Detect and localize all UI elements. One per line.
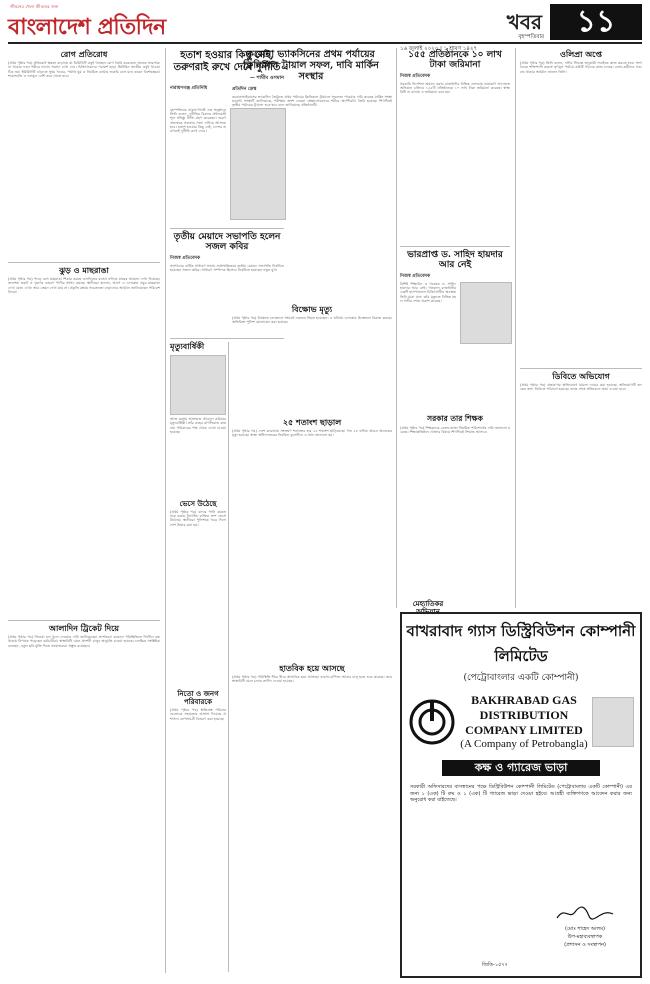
- headline: বিক্ষোভ মৃত্যু: [291, 304, 333, 314]
- headline: তৃতীয় মেয়াদে সভাপতি হলেন সজল কবির: [173, 232, 281, 253]
- article-shikkhok: [400, 415, 510, 596]
- article-vese-utheche: [170, 500, 226, 680]
- headline: ওলিপ্রা অপ্তে: [560, 49, 602, 59]
- article-25-percent: [232, 418, 392, 659]
- article-bikkhov: [232, 305, 392, 416]
- column-rule: [396, 48, 397, 608]
- ad-company-name-en: BAKHRABAD GAS DISTRIBUTION COMPANY LIMITED: [465, 693, 583, 737]
- signatory-title: উপ-মহাব্যবস্থাপক: [567, 934, 603, 940]
- newspaper-logo: [8, 4, 208, 44]
- headline: ঝুড় ও মাছরাঙা: [59, 265, 109, 275]
- article-body: (প্রথম পৃষ্ঠার পর) পরিস্থিতি ধীরে ধীরে স্বাভাবিক হয়ে আসছে। ব্যবসা-বাণিজ্য আবার চালু হতে শুরু করেছে। তবে স্বাস্থ্যবিধি মেনে চলার তাগিদ দেওয়া হয়েছে।: [232, 675, 392, 684]
- article-hatbik: [232, 664, 392, 965]
- headline: সরকার তার শিক্ষক: [427, 414, 483, 423]
- logo-text: বাংলাদেশ প্রতিদিন: [8, 14, 166, 40]
- logo-tagline: জীবনের খেলা জীবনের জন্য: [10, 4, 59, 9]
- article-body: বৃহস্পতিবার নারায়ণগঞ্জে এক অনুষ্ঠানে তিনি বলেন, দুর্নীতির বিরুদ্ধে প্রধানমন্ত্রী শূন্য সহিষ্ণু নীতি গ্রহণ করেছেন। তরুণ প্রজন্মকে সততার সঙ্গে এগিয়ে আসতে হবে। হতাশ হওয়ার কিছু নেই, দেশের তরুণরাই দুর্নীতি রুখে দেবে।: [170, 108, 226, 134]
- ad-footer-id: জিডি-১৫৭৭: [482, 962, 508, 968]
- header-rule: [8, 42, 642, 44]
- reporter: প্রতিদিন ডেস্ক: [232, 86, 257, 92]
- reporter: নিজস্ব প্রতিবেদক: [400, 273, 431, 279]
- column-rule: [165, 48, 166, 973]
- article-mach-ranga: [8, 266, 160, 619]
- article-photo: [460, 282, 512, 344]
- article-body: (প্রথম পৃষ্ঠার পর) তিনি বলেন, দলীয় সিদ্ধান্ত অনুযায়ী সবাইকে কাজ করতে হবে। সংগঠনকে শক্তিশালী করতে তৃণমূল পর্যায়ে কমিটি গঠনের কাজ চলছে। নেতা-কর্মীদের ঐক্যবদ্ধ থাকার আহ্বান জানান তিনি।: [520, 61, 642, 74]
- headline: মেহ্যাতিকর অভিযান: [412, 599, 444, 617]
- article-db-ovijog: [520, 372, 642, 609]
- headline: আলাদিন ট্রিকেট দিয়ে: [48, 623, 119, 633]
- lead-headline: করোনা ভ্যাকসিনের প্রথম পর্যায়ের ক্লিনিকাল ট্রায়াল সফল, দাবি মার্কিন সংস্থার: [243, 49, 379, 82]
- reporter: নিজস্ব প্রতিবেদক: [400, 73, 431, 79]
- article-sahid-haider: [400, 250, 510, 280]
- headline: ভারপ্রাপ্ত ড. সাহিদ হায়দার আর নেই: [407, 250, 503, 271]
- ad-subtitle-en: (A Company of Petrobangla): [460, 738, 588, 750]
- article-body: সংগঠনের বার্ষিক সাধারণ সভায় সর্বসম্মতিক্রমে তৃতীয় মেয়াদে সভাপতি নির্বাচিত হয়েছেন সজল কবির। সাধারণ সম্পাদক হিসেবে নির্বাচিত হয়েছেন নতুন মুখ।: [170, 263, 284, 272]
- headline: ডিবিতে অভিযোগ: [552, 371, 610, 381]
- article-body: (প্রথম পৃষ্ঠার পর) বিক্ষোভ চলাকালে সংঘর্ষে একজন নিহত হয়েছেন। এ ঘটনায় এলাকায় উত্তেজনা বিরাজ করছে। অতিরিক্ত পুলিশ মোতায়েন করা হয়েছে।: [232, 316, 392, 325]
- ad-subtitle-bn: (পেট্রোবাংলার একটি কোম্পানী): [463, 673, 579, 683]
- headline: হাতবিক হয়ে আসছে: [279, 663, 345, 673]
- headline: ভেসে উঠেছে: [179, 499, 217, 508]
- headline: ২৫ শতাংশ ছাড়াল: [282, 417, 342, 427]
- article-body: বিশিষ্ট শিক্ষাবিদ ও গবেষক ড. সাহিদ হায়দার আর নেই। গতকাল রাজধানীর একটি হাসপাতালে চিকিৎসাধীন অবস্থায় তিনি মারা যান। তাঁর মৃত্যুতে বিভিন্ন মহল গভীর শোক প্রকাশ করেছে।: [400, 282, 456, 303]
- signatory-dept: (প্রশাসন ও সংস্থাপন): [564, 942, 606, 948]
- weekday: বৃহস্পতিবার: [518, 34, 544, 40]
- article-body: (প্রথম পৃষ্ঠার পর) প্রতারণার অভিযোগে মামলা দায়ের করা হয়েছে। অভিযোগটি তদন্তের জন্য ডিবিতে পাঠানো হয়েছে। তদন্ত শেষে প্রতিবেদন জমা দেওয়া হবে।: [520, 383, 642, 392]
- page-number: ১১: [550, 4, 642, 40]
- headline: রোগ প্রতিরোধ: [60, 49, 108, 59]
- reporter: নিজস্ব প্রতিবেদক: [170, 255, 201, 261]
- headline: নিতো ও জনগ পরিবারকে: [177, 689, 219, 707]
- signature-block: [540, 904, 630, 950]
- article-body: (প্রথম পৃষ্ঠার পর) বন্যার পানি কমতে শুরু করায় নিখোঁজ ব্যক্তির লাশ ভেসে উঠেছে। স্থানীয়রা পুলিশকে খবর দিলে লাশ উদ্ধার করা হয়।: [170, 510, 226, 527]
- ad-notice-title: কক্ষ ও গ্যারেজ ভাড়া: [442, 760, 600, 776]
- obituary: [170, 342, 226, 477]
- article-body: (প্রথম পৃষ্ঠার পর) পাড়ে বসে মাছরাঙা শিকার করছে ডলফিনের মতো। নদীতে মাছের আকাল দেখা দিয়েছে। জলাশয় ভরাট ও দূষণের কারণে পাখির সংখ্যা কমছে। স্থানীয়রা জানান, আগে এ এলাকায় প্রচুর মাছরাঙা দেখা যেত। এখন আর তেমন দেখা যায় না। প্রকৃতি রক্ষায় সচেতনতা বাড়ানোর আহ্বান জানিয়েছেন পরিবেশবিদরা।: [8, 277, 160, 294]
- portrait-photo: [592, 697, 634, 747]
- byline: — শামীম ওসমান: [249, 75, 284, 81]
- obituary-photo: [170, 355, 226, 415]
- ad-company-name-bn: বাখরাবাদ গ্যাস ডিস্ট্রিবিউশন কোম্পানী লিমিটেড: [406, 622, 636, 665]
- article-rog-protirodh: [8, 50, 160, 261]
- article-body: (প্রথম পৃষ্ঠার পর) শিক্ষকদের বেতন-ভাতা নিয়মিত পরিশোধের দাবি জানানো হয়েছে। শিক্ষাপ্রতিষ্ঠান খোলার বিষয়ে শিগগিরই সিদ্ধান্ত আসবে।: [400, 425, 510, 434]
- ad-body: সরকারী অফিসারদের বাসস্থানের পক্ষে ডিস্ট্রিবিউশন কোম্পানী লিমিটেড (পেট্রোবাংলার একটি কোম্পানী) এর জন্য ১ (এক) টি রুম ও ১ (এক) টি গ্যারেজ ভাড়া দেওয়া হইবে। আগ্রহী ব্যক্তিগণকে আবেদন করার জন্য অনুরোধ করা যাইতেছে।: [410, 784, 632, 803]
- article-body: আজ মরহুম আলহাজ আবদুল করিমের মৃত্যুবার্ষিকী। তাঁর রুহের মাগফিরাত কামনায় পরিবারের পক্ষ থেকে দোয়া চাওয়া হয়েছে।: [170, 417, 226, 434]
- section-title: খবর: [506, 10, 542, 34]
- signature-icon: [555, 904, 615, 922]
- lead-article: [232, 50, 392, 245]
- article-body: সরকারি নির্দেশনা অমান্য করায় রাজধানীর বিভিন্ন এলাকায় ভ্রাম্যমাণ আদালত অভিযান চালিয়ে ১৫৫টি প্রতিষ্ঠানকে ১০ লাখ টাকা জরিমানা করেছে। স্বাস্থ্যবিধি না মানায় এ জরিমানা করা হয়।: [400, 81, 510, 95]
- headline: মৃত্যুবার্ষিকী: [170, 341, 205, 351]
- article-body: করোনাভাইরাসের ভ্যাকসিন তৈরিতে প্রথম পর্যায়ের ক্লিনিকাল ট্রায়ালে সফলতা পাওয়ার দাবি করেছে মার্কিন সংস্থা মডার্না। সংস্থাটি জানিয়েছে, পরীক্ষায় অংশ নেওয়া স্বেচ্ছাসেবকদের শরীরে অ্যান্টিবডি তৈরি হয়েছে। শিগগিরই তৃতীয় পর্যায়ের ট্রায়াল শুরু হবে বলে জানিয়েছে প্রতিষ্ঠানটি।: [232, 94, 392, 108]
- article-body: (প্রথম পৃষ্ঠার পর) সিনেমা হল খুলে দেওয়ার দাবি জানিয়েছেন প্রদর্শকরা। করোনা পরিস্থিতিতে দীর্ঘদিন বন্ধ থাকায় বিপাকে পড়েছেন কর্মচারীরা। স্বাস্থ্যবিধি মেনে প্রদর্শনী চালুর অনুমতি চাওয়া হয়েছে। চলচ্চিত্র সংশ্লিষ্টরা বলছেন, নতুন ছবি মুক্তি দিতে প্রযোজকরা প্রস্তুত রয়েছেন।: [8, 635, 160, 648]
- date-line: ১৬ জুলাই ২০২০ | ১ শ্রাবণ ১৪২৭: [400, 46, 478, 52]
- article-body: (প্রথম পৃষ্ঠার পর) প্রতিরোধ ক্ষমতা বাড়াতে যা ডিমিনিটি ওষুধ খাচ্ছেন রোগ তৈরি করেছেন। অনেক ভারসাম্য না থাকার ফলে শরীরে নানান সমস্যা দেখা দেয়। চিকিৎসকদের পরামর্শ ছাড়া ভিটামিন জাতীয় ওষুধ খাওয়া ঠিক নয়। ইমিউনিটি বাড়াতে সুষম খাবার, পর্যাপ্ত ঘুম ও নিয়মিত ব্যায়াম জরুরি বলে মনে করেন বিশেষজ্ঞরা। শাকসবজি ও ফলমূল বেশি করে খেতে হবে।: [8, 61, 160, 78]
- headline: ১৫৫ প্রতিষ্ঠানকে ১০ লাখ টাকা জরিমানা: [408, 50, 502, 71]
- reporter: নারায়ণগঞ্জ প্রতিনিধি: [170, 86, 208, 91]
- article-olipra: [520, 50, 642, 366]
- signatory-name: (মোঃ শাহেদ আলম): [564, 926, 605, 932]
- headline: হতাশ হওয়ার কিছু নেই, তরুণরাই রুখে দেবে দুর্নীতি: [173, 50, 281, 73]
- article-nito-jonog: [170, 690, 226, 968]
- article-jorimana: [400, 50, 510, 232]
- advertisement: [400, 612, 642, 978]
- article-aladin: [8, 624, 160, 977]
- article-body: (প্রথম পৃষ্ঠার পর) দেশে করোনায় সংক্রমণ শনাক্তের হার ২৫ শতাংশ ছাড়িয়েছে। গত ২৪ ঘণ্টায় আরও অনেকের মৃত্যু হয়েছে। স্বাস্থ্য অধিদফতরের নিয়মিত বুলেটিনে এ তথ্য জানানো হয়।: [232, 429, 392, 438]
- article-body: (প্রথম পৃষ্ঠার পর) ক্ষতিগ্রস্ত পরিবারগুলোকে সহায়তার আশ্বাস দিয়েছে প্রশাসন। ত্রাণসামগ্রী বিতরণ করা হয়েছে।: [170, 708, 226, 721]
- company-logo-icon: [408, 698, 456, 746]
